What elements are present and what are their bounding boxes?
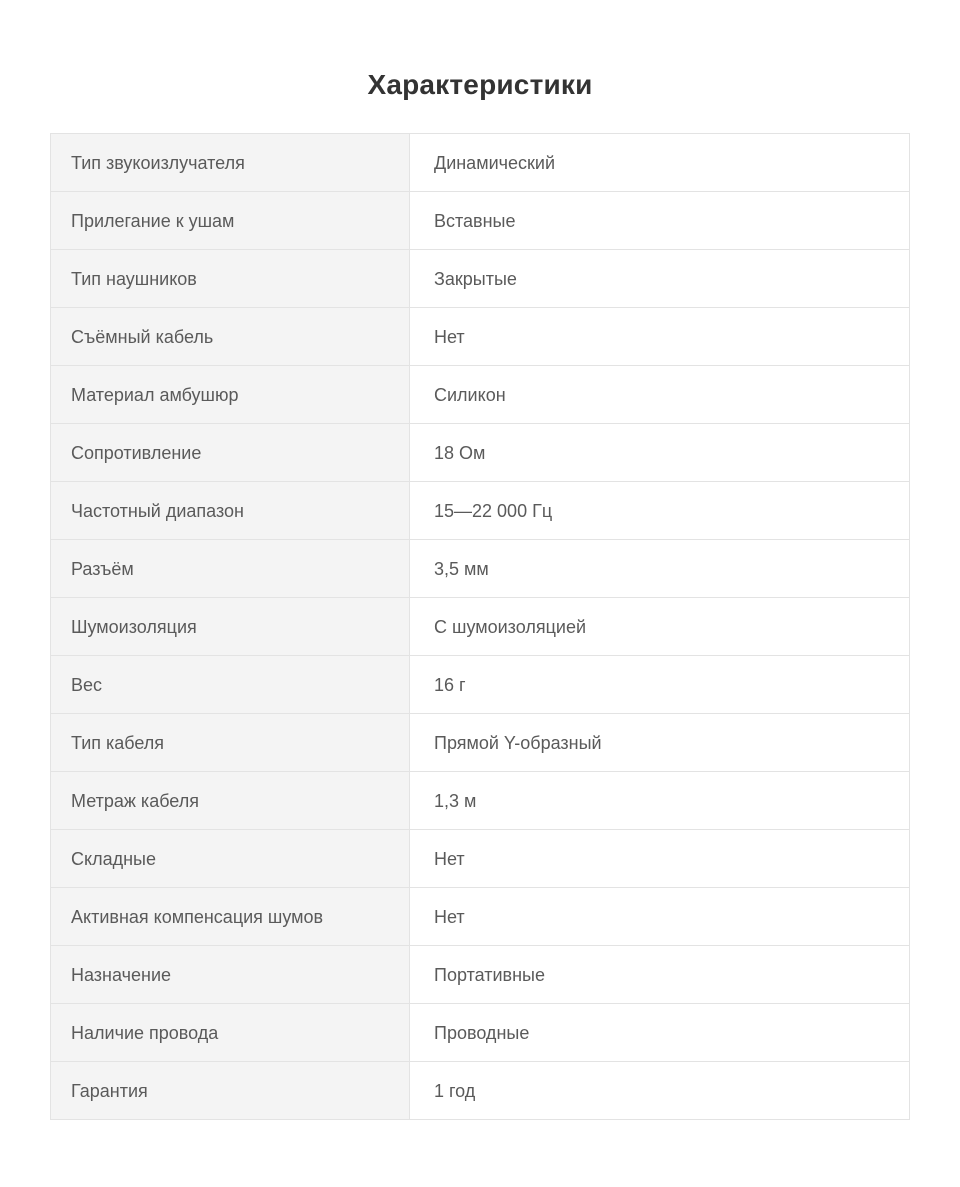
spec-value: Закрытые (410, 250, 910, 308)
spec-row (51, 888, 910, 946)
spec-row (51, 1004, 910, 1062)
spec-value: 3,5 мм (410, 540, 910, 598)
spec-row (51, 772, 910, 830)
spec-row (51, 946, 910, 1004)
spec-label: Тип наушников (51, 250, 410, 308)
spec-value: Нет (410, 888, 910, 946)
spec-row (51, 424, 910, 482)
spec-label: Частотный диапазон (51, 482, 410, 540)
spec-value: 1 год (410, 1062, 910, 1120)
spec-value: 1,3 м (410, 772, 910, 830)
spec-row (51, 656, 910, 714)
spec-label: Тип звукоизлучателя (51, 134, 410, 192)
spec-row (51, 1062, 910, 1120)
spec-label: Назначение (51, 946, 410, 1004)
spec-value: Портативные (410, 946, 910, 1004)
spec-row (51, 830, 910, 888)
spec-value: Прямой Y-образный (410, 714, 910, 772)
spec-label: Наличие провода (51, 1004, 410, 1062)
spec-value: 18 Ом (410, 424, 910, 482)
spec-row (51, 308, 910, 366)
spec-label: Сопротивление (51, 424, 410, 482)
spec-row (51, 598, 910, 656)
spec-value: С шумоизоляцией (410, 598, 910, 656)
spec-row (51, 250, 910, 308)
spec-value: 16 г (410, 656, 910, 714)
spec-label: Прилегание к ушам (51, 192, 410, 250)
spec-row (51, 482, 910, 540)
spec-value: Нет (410, 830, 910, 888)
spec-label: Шумоизоляция (51, 598, 410, 656)
spec-value: Динамический (410, 134, 910, 192)
specs-table (50, 133, 910, 1120)
spec-value: Вставные (410, 192, 910, 250)
spec-row (51, 134, 910, 192)
spec-row (51, 192, 910, 250)
spec-label: Активная компенсация шумов (51, 888, 410, 946)
spec-row (51, 714, 910, 772)
spec-label: Тип кабеля (51, 714, 410, 772)
spec-label: Складные (51, 830, 410, 888)
spec-label: Разъём (51, 540, 410, 598)
spec-value: Нет (410, 308, 910, 366)
spec-value: 15—22 000 Гц (410, 482, 910, 540)
spec-row (51, 366, 910, 424)
spec-label: Материал амбушюр (51, 366, 410, 424)
spec-label: Съёмный кабель (51, 308, 410, 366)
spec-value: Силикон (410, 366, 910, 424)
spec-label: Гарантия (51, 1062, 410, 1120)
spec-row (51, 540, 910, 598)
spec-value: Проводные (410, 1004, 910, 1062)
spec-label: Метраж кабеля (51, 772, 410, 830)
page-title: Характеристики (367, 68, 593, 100)
spec-label: Вес (51, 656, 410, 714)
